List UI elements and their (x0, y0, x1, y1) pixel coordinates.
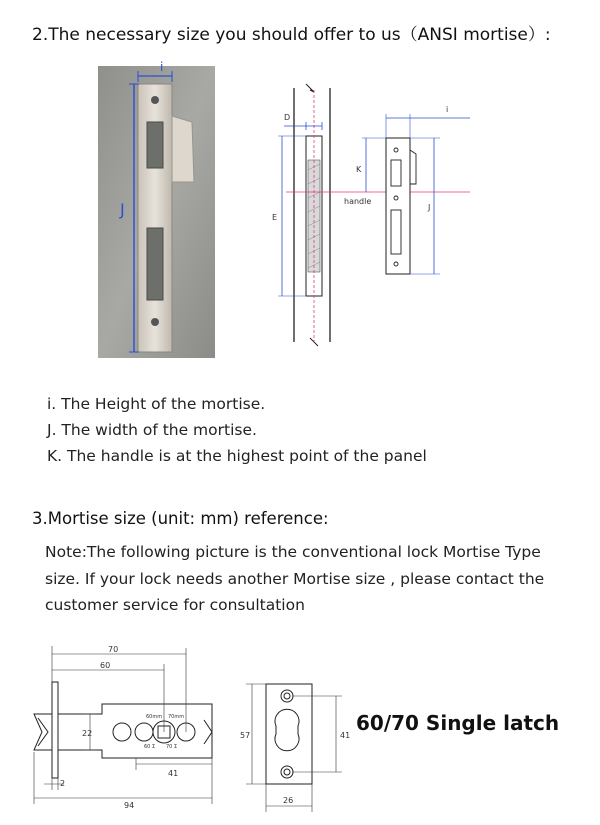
mark-small-left: 60 Σ (144, 744, 156, 750)
section-2-title: 2.The necessary size you should offer to us（ANSI mortise）: (32, 25, 551, 45)
section-3-title: 3.Mortise size (unit: mm) reference: (32, 509, 329, 528)
dim-22: 22 (82, 729, 93, 738)
latch-drawing (20, 640, 245, 820)
dim-2: 2 (60, 779, 66, 788)
definition-i: i. The Height of the mortise. (47, 395, 266, 413)
diagram-label-i: i (446, 105, 449, 114)
definition-k: K. The handle is at the highest point of the panel (47, 447, 427, 465)
diagram-label-handle: handle (344, 197, 372, 206)
product-label: 60/70 Single latch (356, 711, 560, 735)
section-3-note: Note:The following picture is the conventional lock Mortise Type size. If your lock needs another Mortise size , please contact the customer service for consultation (45, 543, 545, 614)
dim-94: 94 (124, 801, 135, 810)
mark-60mm: 60mm (146, 714, 163, 720)
diagram-label-j: J (428, 203, 431, 212)
dim-70: 70 (108, 645, 119, 654)
dim-57: 57 (240, 731, 251, 740)
definition-j: J. The width of the mortise. (47, 421, 257, 439)
screw-hole-bottom (151, 318, 159, 326)
mark-small-right: 70 Σ (166, 744, 178, 750)
faceplate-drawing (232, 676, 352, 816)
dim-41-plate: 41 (340, 731, 351, 740)
diagram-label-k: K (356, 165, 362, 174)
screw-hole-top (151, 96, 159, 104)
photo-label-j: J (120, 200, 125, 219)
strike-plate-photo (98, 66, 215, 358)
diagram-label-d: D (284, 113, 291, 122)
dim-60: 60 (100, 661, 111, 670)
dim-26: 26 (283, 796, 294, 805)
diagram-label-e: E (272, 213, 278, 222)
door-edge-diagram (270, 80, 480, 350)
photo-label-i: i (160, 60, 164, 74)
dim-41: 41 (168, 769, 179, 778)
mark-70mm: 70mm (168, 714, 185, 720)
